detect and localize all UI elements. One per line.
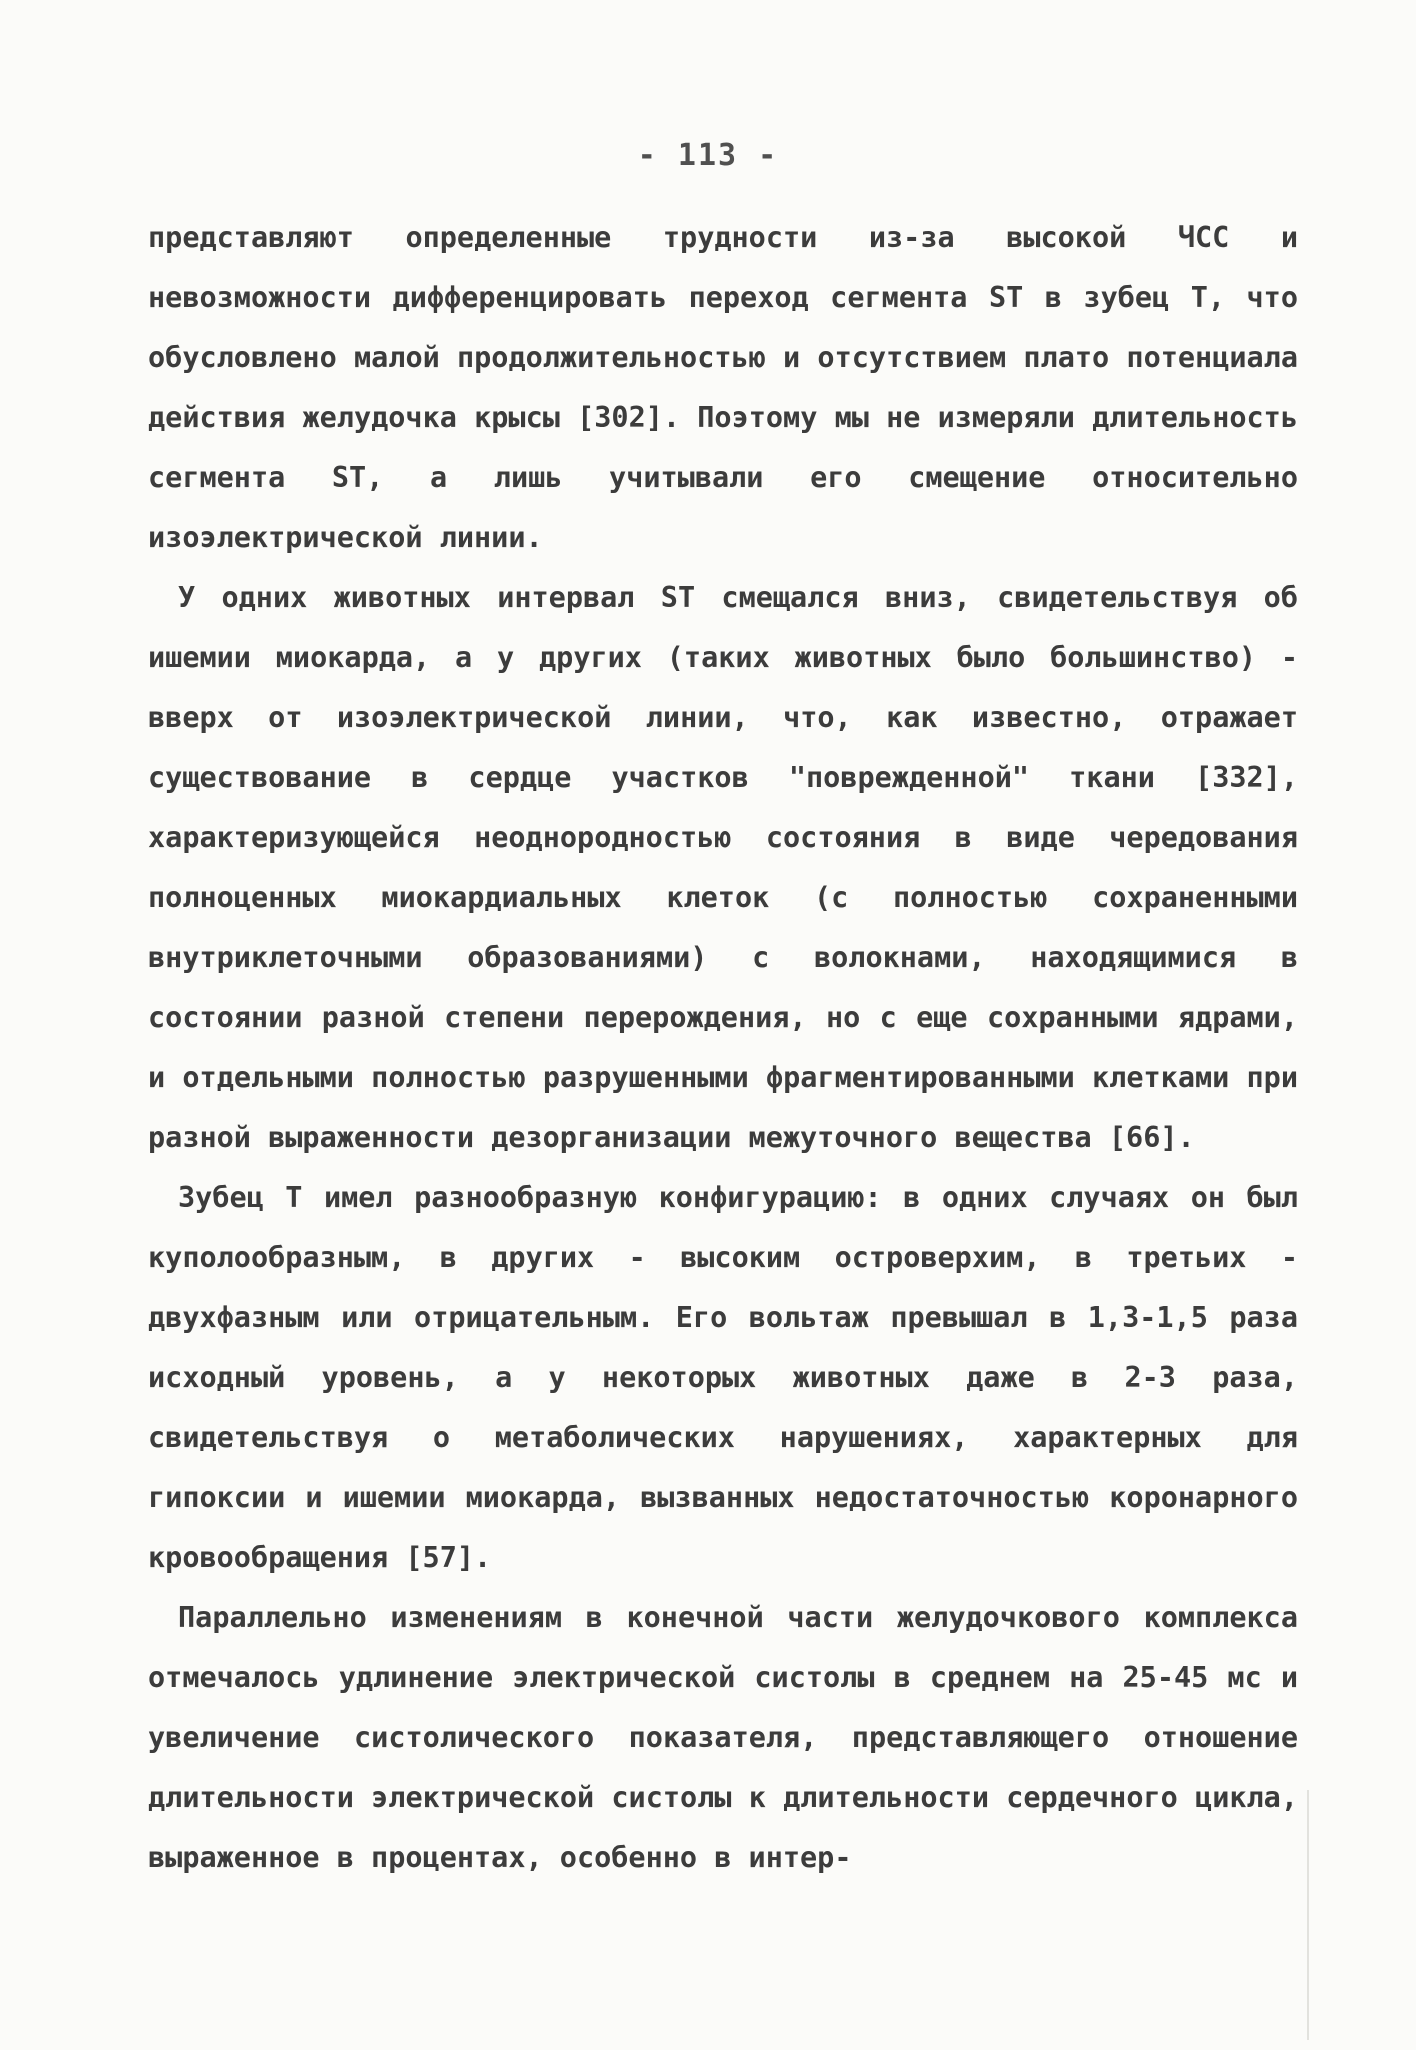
body-text (148, 208, 1298, 1888)
paragraph-2: У одних животных интервал ST смещался вниз, свидетельствуя об ишемии миокарда, а у других (таких животных было большинство) - вверх от изоэлектрической линии, что, как известно, отражает существование в сердце участков "поврежденной" ткани [332], характеризующейся неоднородностью состояния в виде чередования полноценных миокардиальных клеток (с полностью сохраненными внутриклеточными образованиями) с волокнами, находящимися в состоянии разной степени перерождения, но с еще сохранными ядрами, и отдельными полностью разрушенными фрагментированными клетками при разной выраженности дезорганизации межуточного вещества [66]. (148, 581, 1298, 1154)
paragraph-3: Зубец Т имел разнообразную конфигурацию: в одних случаях он был куполообразным, в других - высоким островерхим, в третьих - двухфазным или отрицательным. Его вольтаж превышал в 1,3-1,5 раза исходный уровень, а у некоторых животных даже в 2-3 раза, свидетельствуя о метаболических нарушениях, характерных для гипоксии и ишемии миокарда, вызванных недостаточностью коронарного кровообращения [57]. (148, 1181, 1298, 1574)
paragraph-4: Параллельно изменениям в конечной части желудочкового комплекса отмечалось удлинение электрической систолы в среднем на 25-45 мс и увеличение систолического показателя, представляющего отношение длительности электрической систолы к длительности сердечного цикла, выраженное в процентах, особенно в интер- (148, 1601, 1298, 1874)
scan-margin-line (1307, 1790, 1309, 2040)
page-number: - 113 - (637, 138, 779, 173)
paragraph-1: представляют определенные трудности из-за высокой ЧСС и невозможности дифференцировать переход сегмента ST в зубец Т, что обусловлено малой продолжительностью и отсутствием плато потенциала действия желудочка крысы [302]. Поэтому мы не измеряли длительность сегмента ST, а лишь учитывали его смещение относительно изоэлектрической линии. (148, 221, 1298, 554)
